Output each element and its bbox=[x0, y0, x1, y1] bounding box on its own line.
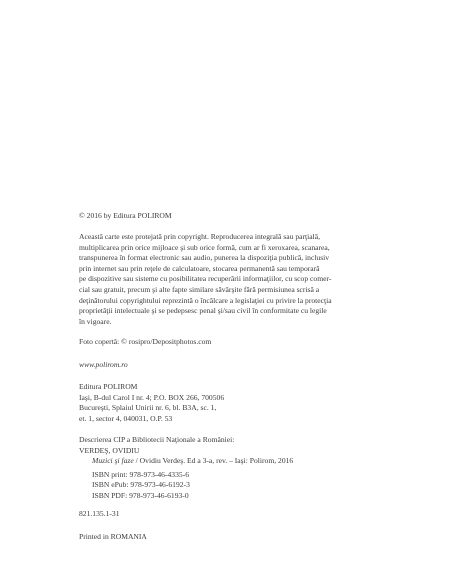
legal-notice-line: proprietăţii intelectuale şi se pedepsesc penal şi/sau civil în conformitate cu legile bbox=[79, 306, 327, 316]
publisher-address bbox=[79, 382, 379, 424]
isbn-pdf: ISBN PDF: 978-973-46-6193-0 bbox=[92, 490, 189, 500]
cip-heading: Descrierea CIP a Bibliotecii Naţionale a României: bbox=[79, 435, 235, 444]
cip-title-italic: Muzici şi faze bbox=[92, 456, 134, 466]
copyright-line bbox=[79, 211, 379, 222]
legal-notice-line: deţinătorului copyrightului reprezintă o încălcare a legislaţiei cu privire la protecţia bbox=[79, 295, 332, 305]
legal-notice-line: multiplicarea prin orice mijloace şi sub orice formă, cum ar fi xeroxarea, scanarea, bbox=[79, 242, 330, 252]
isbn-print: ISBN print: 978-973-46-4335-6 bbox=[92, 469, 190, 479]
address-line: Bucureşti, Splaiul Unirii nr. 6, bl. B3A, sc. 1, bbox=[79, 403, 217, 413]
cip-title bbox=[79, 456, 379, 467]
legal-notice-line: cial sau gratuit, precum şi alte fapte similare săvârşite fără permisiunea scrisă a bbox=[79, 284, 320, 294]
website-block bbox=[79, 360, 379, 371]
legal-notice-line: în vigoare. bbox=[79, 316, 112, 326]
isbn-epub: ISBN ePub: 978-973-46-6192-3 bbox=[92, 480, 190, 490]
legal-notice-line: Această carte este protejată prin copyright. Reproducerea integrală sau parţială, bbox=[79, 232, 320, 241]
address-line: et. 1, sector 4, 040031, O.P. 53 bbox=[79, 413, 173, 423]
cip-description bbox=[79, 435, 379, 502]
cip-author: VERDEŞ, OVIDIU bbox=[79, 445, 140, 455]
publisher-name: Editura POLIROM bbox=[79, 382, 138, 391]
legal-notice-line: pe dispozitive sau sisteme cu posibilitatea recuperării informaţiilor, cu scop comer- bbox=[79, 274, 332, 284]
cover-photo-credit bbox=[79, 337, 379, 348]
cover-photo-text: Foto copertă: © rosipro/Depositphotos.com bbox=[79, 337, 212, 346]
printed-block bbox=[79, 532, 379, 543]
legal-notice-line: transpunerea în format electronic sau audio, punerea la dispoziţia publică, inclusiv bbox=[79, 253, 330, 263]
legal-notice-line: prin internet sau prin reţele de calculatoare, stocarea permanentă sau temporară bbox=[79, 263, 320, 273]
copyright-text: © 2016 by Editura POLIROM bbox=[79, 211, 172, 220]
classification-block bbox=[79, 509, 379, 520]
cip-title-rest: / Ovidiu Verdeş. Ed a 3-a, rev. – Iaşi: Polirom, 2016 bbox=[133, 456, 294, 466]
address-line: Iaşi, B-dul Carol I nr. 4; P.O. BOX 266, 700506 bbox=[79, 392, 225, 402]
printed-in: Printed in ROMANIA bbox=[79, 532, 147, 541]
legal-notice bbox=[79, 232, 379, 327]
website-link[interactable]: www.polirom.ro bbox=[79, 360, 128, 369]
classification-code: 821.135.1-31 bbox=[79, 509, 120, 518]
